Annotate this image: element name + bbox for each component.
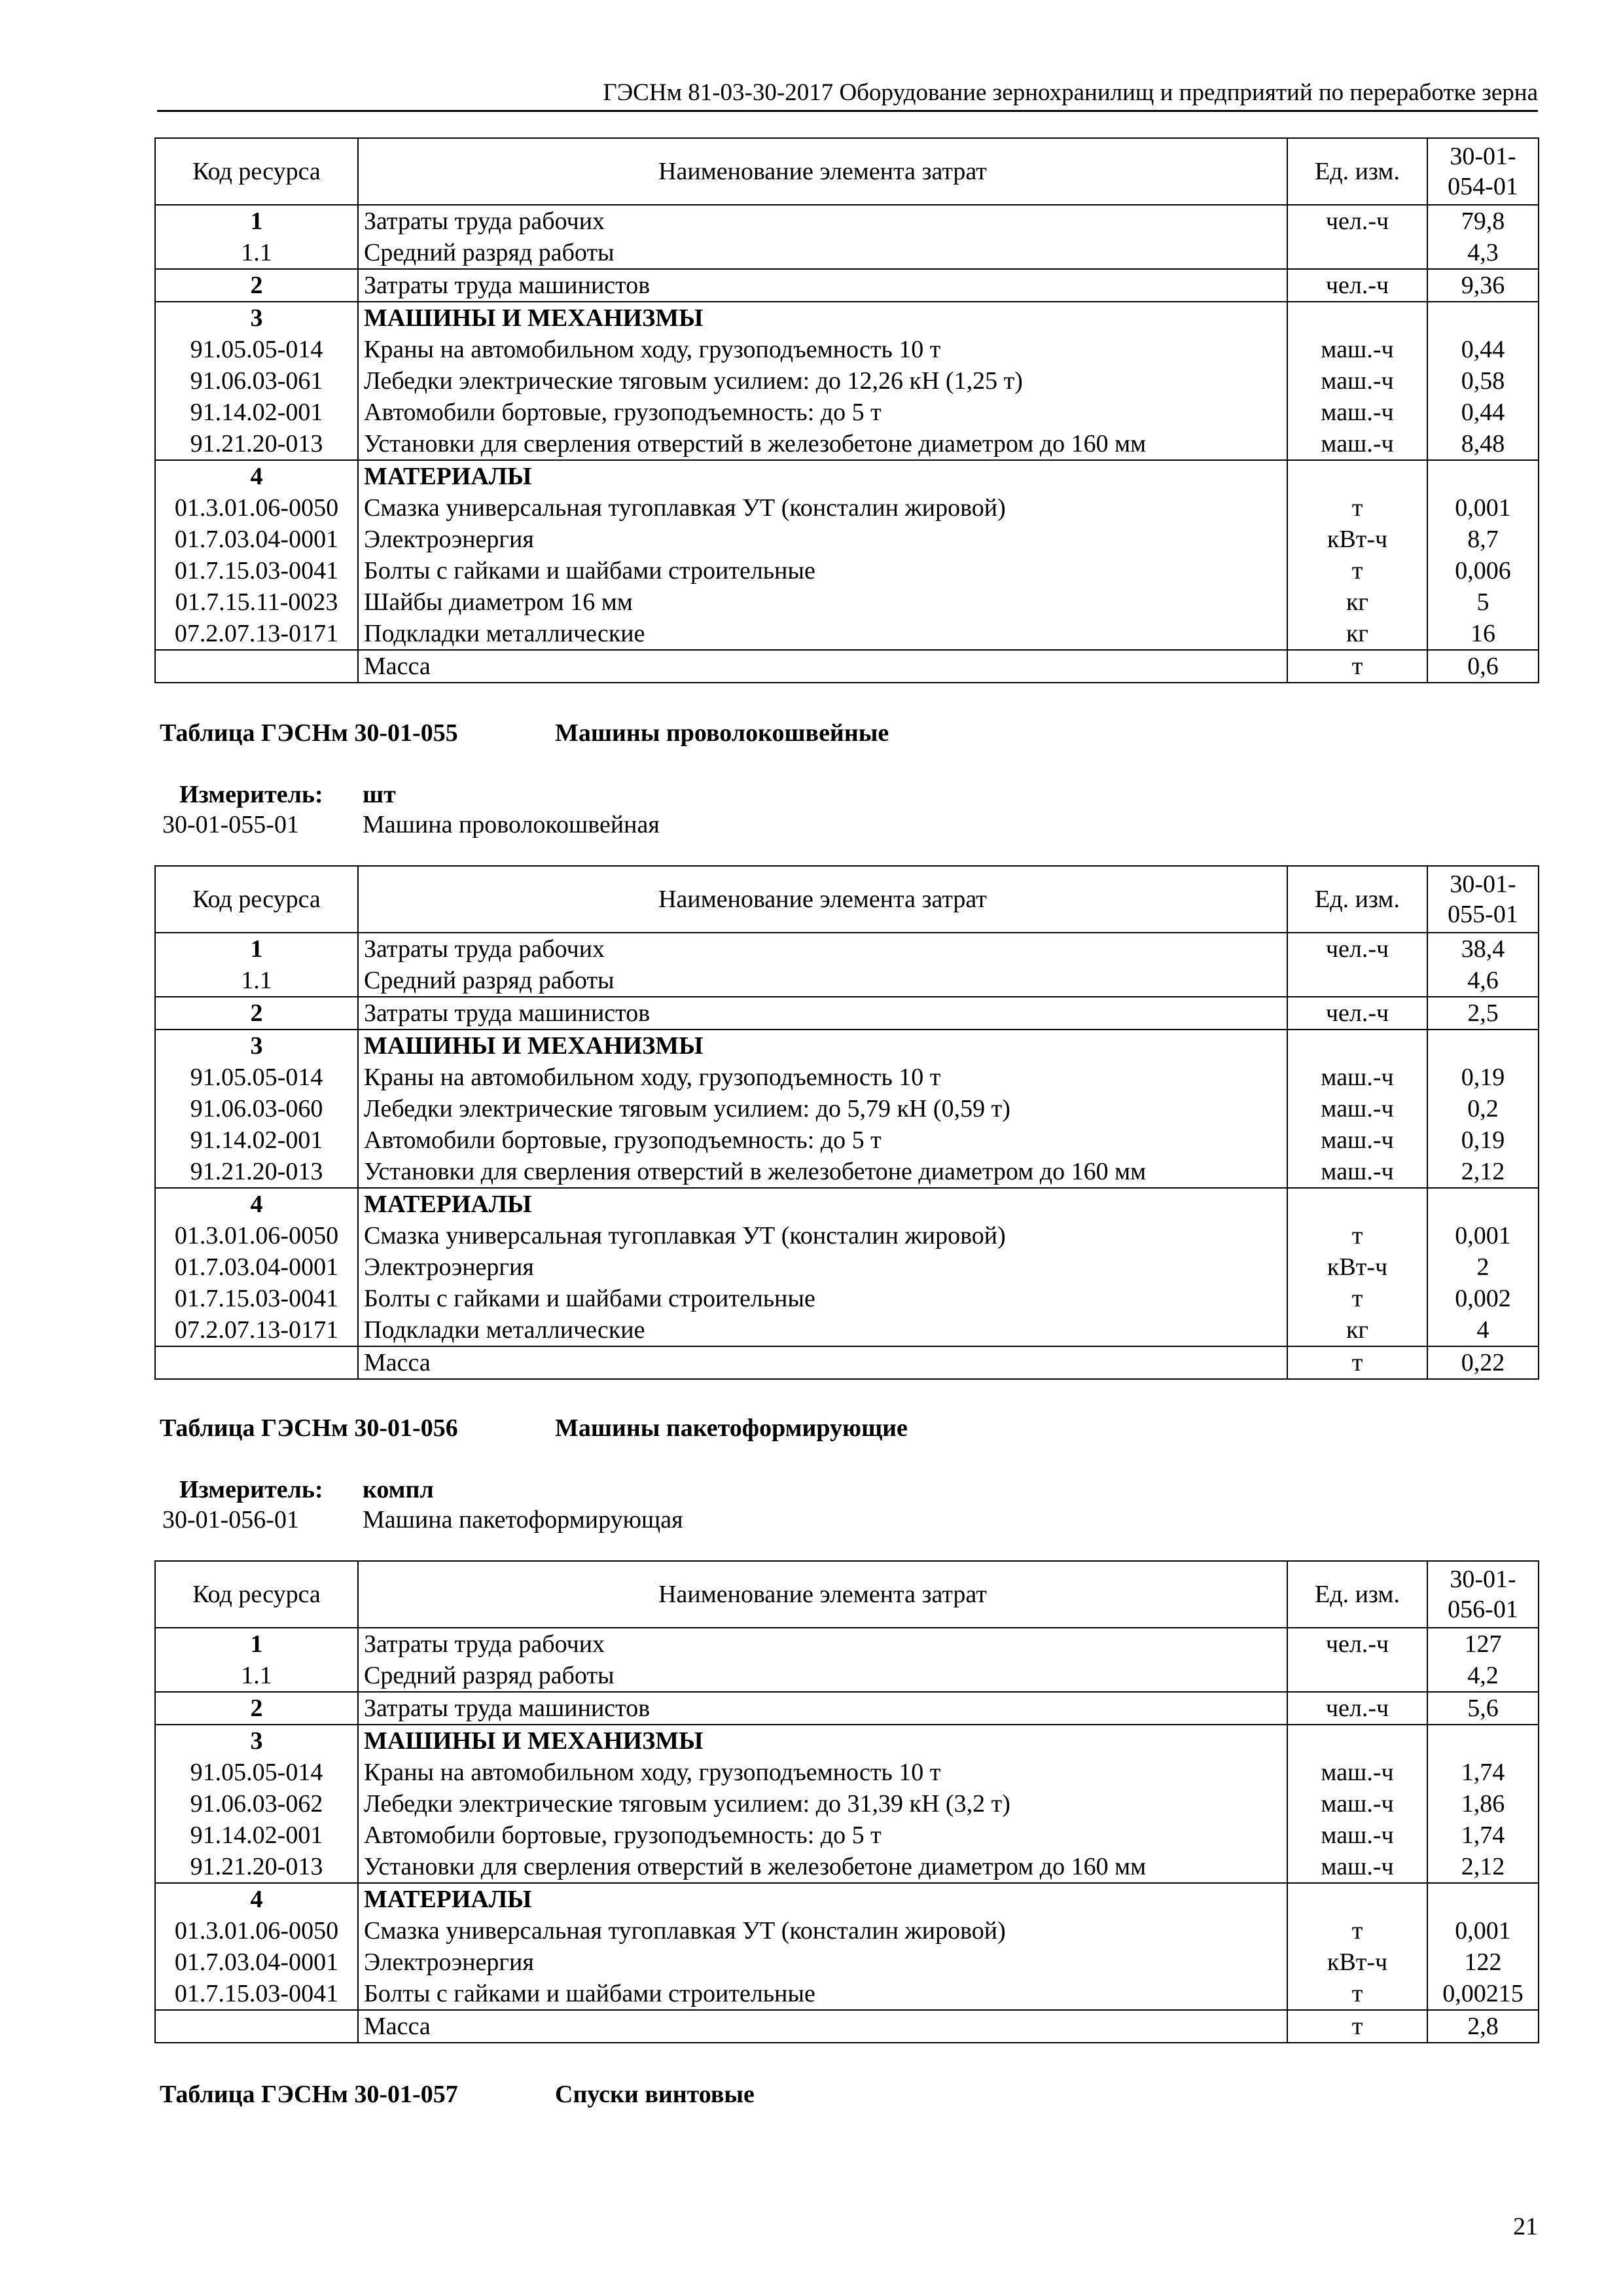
col-header-value xyxy=(1427,1561,1539,1628)
col-header-code: Код ресурса xyxy=(155,138,358,205)
cell-element-name: Смазка универсальная тугоплавкая УТ (консталин жировой) xyxy=(358,492,1287,524)
cell-resource-code: 91.05.05-014 xyxy=(155,1062,358,1093)
cell-resource-code: 91.14.02-001 xyxy=(155,1124,358,1156)
cell-value: 2,5 xyxy=(1427,997,1539,1030)
cell-resource-code: 4 xyxy=(155,1188,358,1220)
table-row xyxy=(155,237,1539,269)
cell-value: 2 xyxy=(1427,1251,1539,1283)
cell-element-name: Средний разряд работы xyxy=(358,965,1287,997)
cell-value xyxy=(1427,302,1539,334)
cell-element-name: Масса xyxy=(358,2010,1287,2043)
cell-value: 0,00215 xyxy=(1427,1978,1539,2010)
cell-resource-code: 2 xyxy=(155,1692,358,1725)
cell-resource-code: 01.7.15.11-0023 xyxy=(155,586,358,618)
cell-element-name: Затраты труда рабочих xyxy=(358,933,1287,965)
header-title: ГЭСНм 81-03-30-2017 Оборудование зернохранилищ и предприятий по переработке зерна xyxy=(603,79,1538,106)
cell-value: 2,8 xyxy=(1427,2010,1539,2043)
cell-resource-code: 1 xyxy=(155,933,358,965)
table-row xyxy=(155,1124,1539,1156)
cell-value xyxy=(1427,1030,1539,1062)
cell-value: 8,48 xyxy=(1427,428,1539,460)
cell-resource-code: 3 xyxy=(155,1725,358,1757)
table-row xyxy=(155,334,1539,365)
cell-resource-code: 91.06.03-060 xyxy=(155,1093,358,1124)
cell-value: 1,86 xyxy=(1427,1788,1539,1820)
table-name: Машины пакетоформирующие xyxy=(555,1414,908,1442)
table-row xyxy=(155,1692,1539,1725)
table-row xyxy=(155,555,1539,586)
cell-value: 0,6 xyxy=(1427,650,1539,683)
cell-resource-code: 1.1 xyxy=(155,237,358,269)
table-row xyxy=(155,965,1539,997)
cell-value: 4,6 xyxy=(1427,965,1539,997)
table-row xyxy=(155,1030,1539,1062)
cell-value: 0,006 xyxy=(1427,555,1539,586)
running-header xyxy=(157,76,1538,112)
table-row xyxy=(155,997,1539,1030)
cell-value: 0,19 xyxy=(1427,1062,1539,1093)
value-header-line-1: 30-01- xyxy=(1450,870,1516,898)
cell-element-name: Затраты труда рабочих xyxy=(358,1628,1287,1660)
table-row xyxy=(155,428,1539,460)
col-header-unit: Ед. изм. xyxy=(1287,1561,1427,1628)
cell-element-name: Краны на автомобильном ходу, грузоподъемность 10 т xyxy=(358,1757,1287,1788)
cell-value: 122 xyxy=(1427,1946,1539,1978)
item-code: 30-01-056-01 xyxy=(162,1506,299,1534)
cell-value: 1,74 xyxy=(1427,1757,1539,1788)
value-header-line-2: 054-01 xyxy=(1448,173,1518,200)
table-number: Таблица ГЭСНм 30-01-055 xyxy=(160,719,458,747)
meter-value: шт xyxy=(363,781,396,808)
cell-value: 0,44 xyxy=(1427,397,1539,428)
cell-element-name: Затраты труда машинистов xyxy=(358,997,1287,1030)
cell-unit: маш.-ч xyxy=(1287,365,1427,397)
table-row xyxy=(155,1788,1539,1820)
table-row xyxy=(155,1883,1539,1915)
table-row xyxy=(155,1062,1539,1093)
cell-unit: маш.-ч xyxy=(1287,1124,1427,1156)
cell-unit: маш.-ч xyxy=(1287,1093,1427,1124)
col-header-value xyxy=(1427,138,1539,205)
cell-unit: т xyxy=(1287,1220,1427,1251)
cell-value xyxy=(1427,1725,1539,1757)
cell-element-name: Шайбы диаметром 16 мм xyxy=(358,586,1287,618)
cell-resource-code: 91.06.03-062 xyxy=(155,1788,358,1820)
table-row xyxy=(155,524,1539,555)
cell-unit: маш.-ч xyxy=(1287,1757,1427,1788)
cell-resource-code: 1 xyxy=(155,205,358,237)
cell-value: 4,2 xyxy=(1427,1660,1539,1692)
cell-resource-code: 91.06.03-061 xyxy=(155,365,358,397)
cell-unit xyxy=(1287,1883,1427,1915)
cell-element-name: Лебедки электрические тяговым усилием: до 5,79 кН (0,59 т) xyxy=(358,1093,1287,1124)
cell-element-name: Автомобили бортовые, грузоподъемность: до 5 т xyxy=(358,397,1287,428)
table-row xyxy=(155,460,1539,492)
cell-resource-code: 91.05.05-014 xyxy=(155,334,358,365)
cell-element-name: МАТЕРИАЛЫ xyxy=(358,1188,1287,1220)
cell-unit: маш.-ч xyxy=(1287,1156,1427,1188)
cell-resource-code: 01.3.01.06-0050 xyxy=(155,1220,358,1251)
table-row xyxy=(155,1725,1539,1757)
table-row xyxy=(155,1820,1539,1851)
cell-unit xyxy=(1287,237,1427,269)
cell-element-name: Затраты труда машинистов xyxy=(358,269,1287,302)
cell-element-name: Установки для сверления отверстий в железобетоне диаметром до 160 мм xyxy=(358,1156,1287,1188)
cell-element-name: Подкладки металлические xyxy=(358,618,1287,650)
cell-element-name: Смазка универсальная тугоплавкая УТ (консталин жировой) xyxy=(358,1915,1287,1946)
cell-resource-code: 4 xyxy=(155,1883,358,1915)
cell-unit: кВт-ч xyxy=(1287,1946,1427,1978)
cell-element-name: МАШИНЫ И МЕХАНИЗМЫ xyxy=(358,1030,1287,1062)
cell-resource-code: 07.2.07.13-0171 xyxy=(155,618,358,650)
cell-value: 127 xyxy=(1427,1628,1539,1660)
cell-unit: т xyxy=(1287,1915,1427,1946)
cell-unit xyxy=(1287,1660,1427,1692)
cell-resource-code: 1 xyxy=(155,1628,358,1660)
cell-resource-code: 07.2.07.13-0171 xyxy=(155,1314,358,1346)
cell-resource-code: 01.7.15.03-0041 xyxy=(155,555,358,586)
table-row xyxy=(155,397,1539,428)
table-row xyxy=(155,586,1539,618)
cell-unit: кВт-ч xyxy=(1287,524,1427,555)
cell-unit xyxy=(1287,1725,1427,1757)
cell-element-name: Установки для сверления отверстий в железобетоне диаметром до 160 мм xyxy=(358,1851,1287,1883)
page-number: 21 xyxy=(1513,2213,1538,2240)
cell-unit: т xyxy=(1287,650,1427,683)
cell-resource-code xyxy=(155,2010,358,2043)
item-description: Машина проволокошвейная xyxy=(363,811,660,838)
cell-element-name: МАШИНЫ И МЕХАНИЗМЫ xyxy=(358,1725,1287,1757)
cell-unit: т xyxy=(1287,1346,1427,1379)
cell-unit xyxy=(1287,1030,1427,1062)
cell-unit xyxy=(1287,965,1427,997)
cell-value: 38,4 xyxy=(1427,933,1539,965)
cell-value: 0,002 xyxy=(1427,1283,1539,1314)
value-header-line-2: 056-01 xyxy=(1448,1596,1518,1623)
col-header-unit: Ед. изм. xyxy=(1287,138,1427,205)
cell-element-name: Лебедки электрические тяговым усилием: до 31,39 кН (3,2 т) xyxy=(358,1788,1287,1820)
cell-resource-code: 2 xyxy=(155,269,358,302)
cell-value: 0,001 xyxy=(1427,1915,1539,1946)
cell-resource-code xyxy=(155,1346,358,1379)
cell-element-name: Затраты труда машинистов xyxy=(358,1692,1287,1725)
cell-resource-code: 91.21.20-013 xyxy=(155,428,358,460)
cell-resource-code: 91.14.02-001 xyxy=(155,1820,358,1851)
cell-unit xyxy=(1287,302,1427,334)
cell-unit: маш.-ч xyxy=(1287,1062,1427,1093)
cell-value: 1,74 xyxy=(1427,1820,1539,1851)
table-row xyxy=(155,1251,1539,1283)
meter-label: Измеритель: xyxy=(179,1476,323,1503)
cell-value: 5,6 xyxy=(1427,1692,1539,1725)
table-row xyxy=(155,1660,1539,1692)
cell-element-name: Средний разряд работы xyxy=(358,237,1287,269)
cell-value: 4 xyxy=(1427,1314,1539,1346)
col-header-code: Код ресурса xyxy=(155,866,358,933)
cell-resource-code: 1.1 xyxy=(155,965,358,997)
cell-resource-code xyxy=(155,650,358,683)
col-header-name: Наименование элемента затрат xyxy=(358,1561,1287,1628)
value-header-line-2: 055-01 xyxy=(1448,901,1518,928)
cell-unit: т xyxy=(1287,1283,1427,1314)
cell-resource-code: 01.3.01.06-0050 xyxy=(155,492,358,524)
cell-resource-code: 01.7.15.03-0041 xyxy=(155,1283,358,1314)
cell-element-name: Электроэнергия xyxy=(358,524,1287,555)
cell-value: 0,2 xyxy=(1427,1093,1539,1124)
cell-value: 8,7 xyxy=(1427,524,1539,555)
cell-value: 79,8 xyxy=(1427,205,1539,237)
cell-element-name: Краны на автомобильном ходу, грузоподъемность 10 т xyxy=(358,1062,1287,1093)
cell-element-name: МАШИНЫ И МЕХАНИЗМЫ xyxy=(358,302,1287,334)
cell-resource-code: 01.7.15.03-0041 xyxy=(155,1978,358,2010)
cell-element-name: Автомобили бортовые, грузоподъемность: до 5 т xyxy=(358,1124,1287,1156)
cell-element-name: Масса xyxy=(358,1346,1287,1379)
table-number: Таблица ГЭСНм 30-01-056 xyxy=(160,1414,458,1442)
table-row xyxy=(155,1188,1539,1220)
table-row xyxy=(155,1915,1539,1946)
cell-value: 0,001 xyxy=(1427,1220,1539,1251)
value-header-line-1: 30-01- xyxy=(1450,143,1516,170)
cell-element-name: Автомобили бортовые, грузоподъемность: до 5 т xyxy=(358,1820,1287,1851)
cell-unit: маш.-ч xyxy=(1287,428,1427,460)
table-row xyxy=(155,1220,1539,1251)
cell-unit: т xyxy=(1287,492,1427,524)
cell-resource-code: 2 xyxy=(155,997,358,1030)
table-row xyxy=(155,618,1539,650)
cell-unit: маш.-ч xyxy=(1287,1788,1427,1820)
cell-value: 4,3 xyxy=(1427,237,1539,269)
table-row xyxy=(155,1851,1539,1883)
cell-value: 0,58 xyxy=(1427,365,1539,397)
table-row xyxy=(155,1283,1539,1314)
cell-unit: чел.-ч xyxy=(1287,269,1427,302)
col-header-unit: Ед. изм. xyxy=(1287,866,1427,933)
cell-element-name: Установки для сверления отверстий в железобетоне диаметром до 160 мм xyxy=(358,428,1287,460)
cell-element-name: Электроэнергия xyxy=(358,1251,1287,1283)
cell-unit: т xyxy=(1287,1978,1427,2010)
cell-value: 0,22 xyxy=(1427,1346,1539,1379)
table-row xyxy=(155,1346,1539,1379)
cell-unit: кг xyxy=(1287,1314,1427,1346)
col-header-code: Код ресурса xyxy=(155,1561,358,1628)
table-row xyxy=(155,933,1539,965)
cell-resource-code: 01.7.03.04-0001 xyxy=(155,524,358,555)
meter-value: компл xyxy=(363,1476,434,1503)
cell-unit: чел.-ч xyxy=(1287,997,1427,1030)
cell-resource-code: 3 xyxy=(155,302,358,334)
cell-resource-code: 91.21.20-013 xyxy=(155,1156,358,1188)
col-header-value xyxy=(1427,866,1539,933)
resource-table-054 xyxy=(154,137,1539,683)
table-row xyxy=(155,205,1539,237)
cell-element-name: МАТЕРИАЛЫ xyxy=(358,1883,1287,1915)
cell-unit: кг xyxy=(1287,586,1427,618)
cell-unit: маш.-ч xyxy=(1287,397,1427,428)
cell-element-name: Масса xyxy=(358,650,1287,683)
cell-element-name: Подкладки металлические xyxy=(358,1314,1287,1346)
cell-value xyxy=(1427,460,1539,492)
col-header-name: Наименование элемента затрат xyxy=(358,138,1287,205)
cell-resource-code: 4 xyxy=(155,460,358,492)
cell-element-name: Лебедки электрические тяговым усилием: до 12,26 кН (1,25 т) xyxy=(358,365,1287,397)
cell-resource-code: 01.3.01.06-0050 xyxy=(155,1915,358,1946)
cell-unit: чел.-ч xyxy=(1287,1628,1427,1660)
cell-element-name: Болты с гайками и шайбами строительные xyxy=(358,1978,1287,2010)
cell-unit: чел.-ч xyxy=(1287,933,1427,965)
cell-value xyxy=(1427,1883,1539,1915)
cell-value: 0,001 xyxy=(1427,492,1539,524)
table-row xyxy=(155,365,1539,397)
cell-value: 0,44 xyxy=(1427,334,1539,365)
cell-value xyxy=(1427,1188,1539,1220)
col-header-name: Наименование элемента затрат xyxy=(358,866,1287,933)
cell-element-name: Затраты труда рабочих xyxy=(358,205,1287,237)
cell-resource-code: 91.05.05-014 xyxy=(155,1757,358,1788)
cell-value: 0,19 xyxy=(1427,1124,1539,1156)
cell-unit xyxy=(1287,1188,1427,1220)
cell-unit: чел.-ч xyxy=(1287,205,1427,237)
resource-table-055 xyxy=(154,865,1539,1380)
cell-element-name: Краны на автомобильном ходу, грузоподъемность 10 т xyxy=(358,334,1287,365)
table-row xyxy=(155,302,1539,334)
table-row xyxy=(155,1093,1539,1124)
cell-value: 2,12 xyxy=(1427,1851,1539,1883)
resource-table-056 xyxy=(154,1560,1539,2043)
cell-value: 16 xyxy=(1427,618,1539,650)
cell-unit: т xyxy=(1287,2010,1427,2043)
cell-element-name: Электроэнергия xyxy=(358,1946,1287,1978)
cell-unit: маш.-ч xyxy=(1287,1851,1427,1883)
table-row xyxy=(155,1757,1539,1788)
cell-resource-code: 91.14.02-001 xyxy=(155,397,358,428)
cell-unit: кВт-ч xyxy=(1287,1251,1427,1283)
table-row xyxy=(155,1628,1539,1660)
cell-unit: маш.-ч xyxy=(1287,1820,1427,1851)
cell-unit xyxy=(1287,460,1427,492)
table-row xyxy=(155,269,1539,302)
cell-resource-code: 3 xyxy=(155,1030,358,1062)
cell-unit: кг xyxy=(1287,618,1427,650)
cell-element-name: Смазка универсальная тугоплавкая УТ (консталин жировой) xyxy=(358,1220,1287,1251)
cell-resource-code: 01.7.03.04-0001 xyxy=(155,1251,358,1283)
item-description: Машина пакетоформирующая xyxy=(363,1506,683,1534)
cell-resource-code: 1.1 xyxy=(155,1660,358,1692)
table-row xyxy=(155,2010,1539,2043)
table-name: Машины проволокошвейные xyxy=(555,719,889,747)
cell-unit: чел.-ч xyxy=(1287,1692,1427,1725)
cell-element-name: Средний разряд работы xyxy=(358,1660,1287,1692)
meter-label: Измеритель: xyxy=(179,781,323,808)
cell-value: 2,12 xyxy=(1427,1156,1539,1188)
cell-value: 5 xyxy=(1427,586,1539,618)
cell-value: 9,36 xyxy=(1427,269,1539,302)
cell-element-name: Болты с гайками и шайбами строительные xyxy=(358,555,1287,586)
table-row xyxy=(155,650,1539,683)
item-code: 30-01-055-01 xyxy=(162,811,299,838)
table-name: Спуски винтовые xyxy=(555,2081,755,2108)
cell-element-name: Болты с гайками и шайбами строительные xyxy=(358,1283,1287,1314)
cell-unit: т xyxy=(1287,555,1427,586)
cell-resource-code: 91.21.20-013 xyxy=(155,1851,358,1883)
value-header-line-1: 30-01- xyxy=(1450,1566,1516,1593)
table-row xyxy=(155,1946,1539,1978)
cell-resource-code: 01.7.03.04-0001 xyxy=(155,1946,358,1978)
cell-unit: маш.-ч xyxy=(1287,334,1427,365)
table-row xyxy=(155,1156,1539,1188)
table-number: Таблица ГЭСНм 30-01-057 xyxy=(160,2081,458,2108)
cell-element-name: МАТЕРИАЛЫ xyxy=(358,460,1287,492)
table-row xyxy=(155,492,1539,524)
table-row xyxy=(155,1314,1539,1346)
table-row xyxy=(155,1978,1539,2010)
